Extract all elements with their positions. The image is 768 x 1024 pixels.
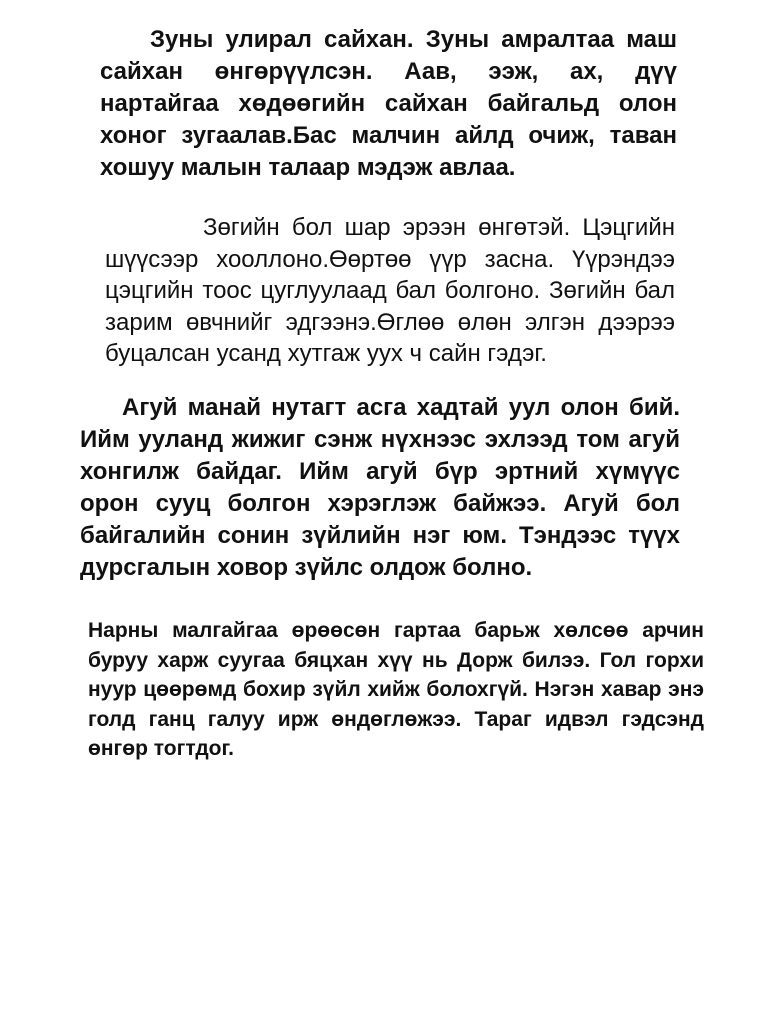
paragraph-summer: Зуны улирал сайхан. Зуны амралтаа маш сайхан өнгөрүүлсэн. Аав, ээж, ах, дүү нартайгаа хөдөөгийн сайхан байгальд олон хоног зугаалав.Бас малчин айлд очиж, таван хошуу малын талаар мэдэж авлаа. [100,26,677,181]
paragraph-cave: Агуй манай нутагт асга хадтай уул олон бий. Ийм ууланд жижиг сэнж нүхнээс эхлээд том агуй хонгилж байдаг. Ийм агуй бүр эртний хүмүүс орон сууц болгон хэрэглэж байжээ. Агуй бол байгалийн сонин зүйлийн нэг юм. Тэндээс түүх дурсгалын ховор зүйлс олдож болно. [80,394,680,581]
paragraph-cave-clip [80,392,680,600]
paragraph-misc: Нарны малгайгаа өрөөсөн гартаа барьж хөлсөө арчин буруу харж суугаа бяцхан хүү нь Дорж билээ. Гол горхи нуур цөөрөмд бохир зүйл хийж болохгүй. Нэгэн хавар энэ голд ганц галуу ирж өндөглөжээ. Тараг идвэл гэдсэнд өнгөр тогтдог. [88,619,704,760]
paragraph-bee: Зөгийн бол шар эрээн өнгөтэй. Цэцгийн шүүсээр хооллоно.Өөртөө үүр засна. Үүрэндээ цэцгийн тоос цуглуулаад бал болгоно. Зөгийн бал зарим өвчнийг эдгээнэ.Өглөө өлөн элгэн дээрээ буцалсан усанд хутгаж уух ч сайн гэдэг. [105,214,675,367]
